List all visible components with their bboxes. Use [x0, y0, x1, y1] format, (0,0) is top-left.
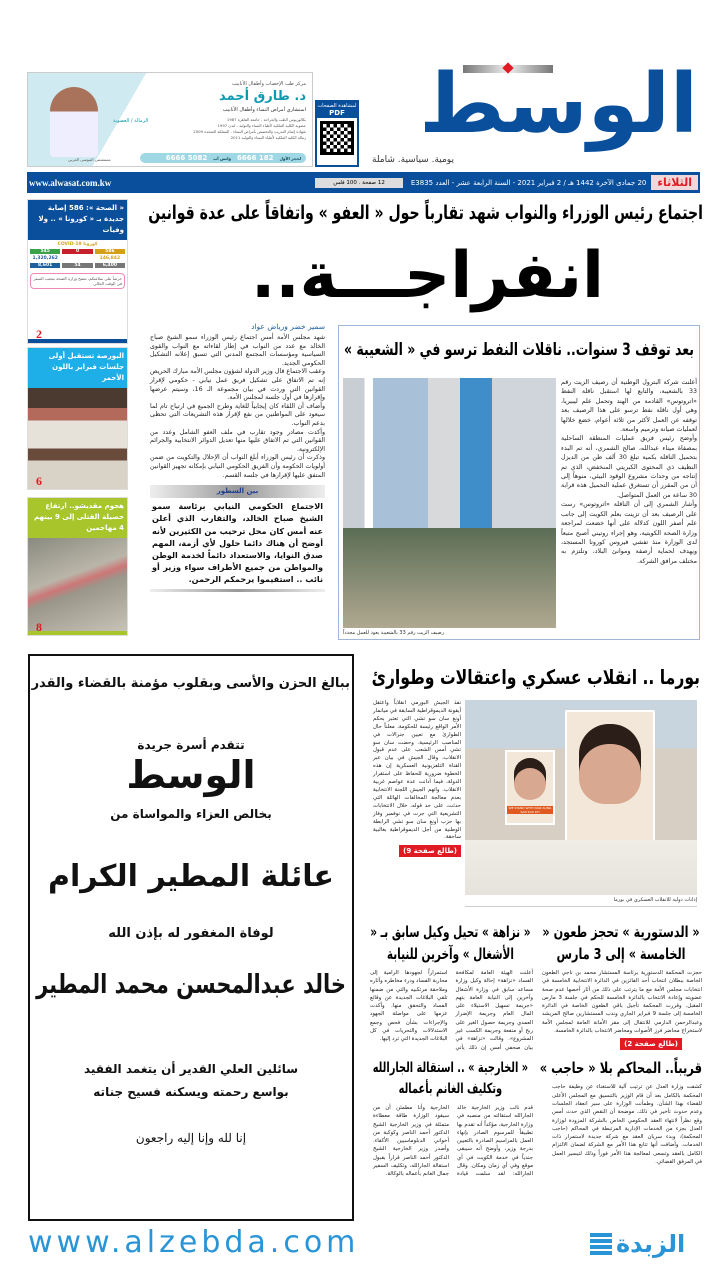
page-number: 2	[36, 327, 42, 341]
stat: 8,601	[30, 263, 60, 268]
ad-center-name: مركز طب الإخصاب وأطفال الأنابيب	[231, 81, 306, 87]
sidebar-teaser-covid[interactable]	[27, 199, 128, 344]
paragraph: وأوضح رئيس فريق عمليات المنطقة الساحلية بمصفاة ميناء عبدالله، صالح الشمري، أنه تم البدء بتحميل الناقلة بكمية تبلغ 30 ألف طن من الديزل النظيف ذي المحتوى الكبريتي المنخفض، الذي تم إنتاجه من وحدات مشروع الوقود البيئي، منوهاً إلى أن من المقرر أن تستغرق عملية التحميل هذه قرابة 30 ساعة من العمل المتواصل.	[561, 435, 697, 499]
column-body: الاجتماع الحكومي النيابي برئاسة سمو الشيخ صباح الخالد، والتقارب الذي أعلن عنه أمس كان محل ترحيب من الكثيرين لأنه أوضح أن هناك دائما حلول لأي أزمة، المهم صدق النوايا، والاستعداد دائماً لخدمة الوطن والمواطن من جميع الأطراف سواء وزير أو نائب .. استقيموا يرحمكم الرحمن.	[152, 501, 323, 585]
condolence-line: سائلين العلي القدير أن يتغمد الفقيد	[83, 1062, 299, 1076]
dateline-bar	[27, 172, 700, 193]
protest-sign	[505, 750, 555, 825]
condolence-line: ببالغ الحزن والأسى وبقلوب مؤمنة بالقضاء والقدر	[31, 676, 350, 691]
protest-sign	[565, 710, 655, 850]
tagline: يومية. سياسية. شاملة	[372, 155, 454, 165]
teaser-headline: « الصحة »: 586 إصابة جديدة بـ « كورونا » .. ولا وفيات	[28, 200, 127, 240]
stat: 6,400	[95, 263, 125, 268]
ad-line: زمالة الكلية الملكية لأطباء النساء والتوليد 2011	[230, 135, 306, 140]
zebda-logo-text: الزبدة	[616, 1230, 686, 1258]
sidebar-teaser-mogadishu[interactable]	[27, 497, 128, 636]
ad-whatsapp: واتس أب	[213, 155, 231, 161]
ad-phone1: 182 6666	[236, 154, 274, 162]
oil-photo	[343, 378, 556, 628]
ad-doctor-title: استشاري أمراض النساء وأطفال الأنابيب	[222, 107, 306, 113]
condolence-line: لوفاة المغفور له بإذن الله	[108, 926, 274, 941]
covid-infographic	[28, 240, 127, 291]
burma-headline[interactable]: بورما .. انقلاب عسكري واعتقالات وطوارئ	[371, 665, 700, 689]
paragraph: شهد مجلس الأمة أمس اجتماع رئيس الوزراء سمو الشيخ صباح الخالد مع عدد من النواب في إطار لقاءاته مع النواب والقوى السياسية ومؤسسات المجتمع المدني التي تسبق إعلانه التشكيل الحكومي الجديد.	[150, 334, 325, 367]
condolence-line: تتقدم أسرة جريدة	[137, 738, 245, 752]
teaser-headline: البورصة تستقبل أولى جلسات فبراير باللون الأحمر	[28, 348, 127, 388]
teaser-headline: هجوم مقديشو.. ارتفاع حصيلة القتلى إلى 9 بينهم 4 مهاجمين	[28, 498, 127, 538]
big-headline[interactable]: انفراجـــة..	[251, 239, 604, 313]
deceased-name: خالد عبدالمحسن محمد المطير	[36, 970, 346, 1000]
oil-caption: رصيف الزيت رقم 33 بالشعيبة يعود للعمل مجدداً	[343, 630, 444, 636]
qr-code-icon	[320, 121, 354, 155]
condolence-notice	[28, 654, 354, 1221]
advertisement-banner[interactable]	[27, 72, 313, 167]
covid-note: حرصاً على سلامتكم، تنصح وزارة الصحة بتجنب السفر في الوقت الحالي	[30, 273, 125, 289]
ad-line: شهادة إتمام التدريب والتخصص بأمراض النساء - المملكة المتحدة 2009	[193, 129, 306, 134]
ad-line: عضوية الكلية الملكية لأطباء النساء والتوليد - لندن 1997	[217, 123, 306, 128]
day-label: الثلاثاء	[651, 175, 698, 190]
burma-photo	[465, 700, 697, 895]
sign-text: WE STAND WITH DAW AUNG SAN SUU KYI	[508, 806, 552, 814]
ad-doctor-name: د. طارق أحمد	[219, 89, 306, 104]
ad-booking: لحجز الأول	[279, 155, 301, 161]
burma-body: نفذ الجيش البورمي انقلاباً واعتقل أيقونة الديموقراطية السابقة في ميانمار أونغ سان سو تشي التي تعتبر بحكم الأمر الواقع رئيسة للحكومة، معلناً حال الطوارئ مع تعيين جنرالات في المناصب الرئيسية. وحضت سان سو تشي أمس الشعب على عدم قبول الانقلاب، وقال الجيش في بيان عبر القناة التلفزيونية العسكرية إن هذه الخطوة ضرورية للحفاظ على استقرار الدولة، فيما أدانت عدة عواصم غربية الانقلاب. واتهم الجيش اللجنة الانتخابية بعدم معالجة المخالفات الهائلة التي حدثت، على حد قوله، خلال الانتخابات التشريعية التي جرت في نوفمبر وفاز بها حزب أونغ سان سو تشي الرابطة الوطنية من أجل الديموقراطية بغالبية ساحقة.	[373, 700, 461, 841]
mogadishu-photo	[28, 538, 127, 633]
page-number: 8	[36, 620, 42, 634]
pdf-sub: PDF	[329, 109, 345, 117]
website-link[interactable]: www.alwasat.com.kw	[29, 177, 112, 188]
burma-caption: إدانات دولية للانقلاب العسكري في بورما	[465, 897, 697, 907]
ad-phone2: 5082 6666	[165, 154, 208, 162]
zebda-logo-icon	[590, 1233, 612, 1255]
infographic-title: كورونا COVID-19	[57, 242, 98, 247]
family-name: عائلة المطير الكرام	[47, 859, 335, 894]
main-headline[interactable]: اجتماع رئيس الوزراء والنواب شهد تقارباً حول « العفو » واتفاقاً على عدة قوانين	[148, 202, 703, 224]
paragraph: وأشار الشمري إلى أن الناقلة «اتروتوس» رست على الرصيف بعد أن تزينت بعلم الكويت إلى جانب علم أصفر اللون كدلالة على أنها خضعت لمراجعة وزارة الصحة الكويتية، وهو إجراء روتيني أصبح متبعاً لدى الوزارة منذ تفشي فيروس كورونا المستجد، ويهدف لحماية أرصفة وموانئ البلاد، وتلتزم به مختلف مرافق الشركة.	[561, 501, 697, 565]
doctor-photo	[50, 87, 98, 157]
zebda-logo	[590, 1229, 685, 1259]
oil-article-box	[338, 325, 700, 640]
stat: 146,842	[99, 256, 121, 261]
lead-article	[150, 322, 325, 480]
courts-headline[interactable]: قريباً.. المحاكم بلا « حاجب »	[539, 1059, 702, 1078]
courts-body: كشفت وزارة العدل عن ترتيب آلية للاستغناء عن وظيفة حاجب المحكمة بالكامل بعد أن قام الوزير بالتنسيق مع المجلس الأعلى للقضاء بهذا الشأن. وطمأنت الوزارة على سير انعقاد الجلسات وعدم حدوث تأخير في ذلك، موضحة أن النقص الذي حدث أمس وقع نظراً لانتهاء العقد الحكومي الخاص بالشركة المزودة لوزارة العدل بجزء من الخدمات الإدارية المرتبطة في المحاكم (حاجب المحكمة)، وبدء سريان العقد مع شركة جديدة لاستمرار ذات الخدمات. وأضافت أنها تتابع هذا الأمر مع الشركة لضمان الالتزام الكامل بالعقد وتسعى لمعالجة هذا الأمر فوراً وذلك لتيسير العمل في المرفق القضائي.	[552, 1084, 702, 1166]
condolence-line: بخالص العزاء والمواساة من	[110, 807, 272, 821]
paragraph: وعقب الاجتماع قال وزير الدولة لشؤون مجلس الأمة مبارك الحريص إنه تم الاتفاق على تشكيل فريق عمل نيابي - حكومي لإقرار القوانين التي وردت في بيان مجموعة الـ 16، وسيتم عرضها وإقرارها في أول جلسة لمجلس الأمة.	[150, 368, 326, 402]
oil-headline[interactable]: بعد توقف 3 سنوات.. ناقلات النفط ترسو في « الشعيبة »	[344, 340, 694, 360]
constitutional-body: حجزت المحكمة الدستورية برئاسة المستشار محمد بن ناجي الطعون الخاصة ببطلان انتخاب أحد الفائزين في الدائرة الانتخابية الخامسة في انتخابات مجلس الأمة مع ما يترتب على ذلك من آثار أخصها عدم صحة عضويته وإعادة الانتخاب بالدائرة الخامسة للحكم في جلسة 3 مارس المقبل. وقررت المحكمة تأجيل باقي الطعون الخاصة في الدائرة الخامسة إلى جلسة 9 فبراير الجاري وندب المستشارين صالح المريشد وعبدالرحمن الدارمي للانتقال إلى مقر الأمانة العامة لمجلس الأمة لاستخراج محاضر فرز الأصوات ومحاضر الانتخاب بالدائرة الخامسة.	[542, 970, 702, 1035]
price: 12 صفحة . 100 فلس	[315, 178, 403, 188]
pdf-qr-button[interactable]	[315, 100, 359, 167]
continued-link[interactable]: (طالع صفحة 2)	[620, 1038, 682, 1050]
footer-website[interactable]: www.alzebda.com	[28, 1225, 360, 1260]
paragraph: وأضاف أن اللقاء كان إيجابياً للغاية وطرح الجميع في ارتياح تام لما سيعود على المواطنين من نفع لإقرار هذه التشريعات التي تحظى بدعم النواب.	[150, 402, 325, 427]
quran-verse: إنا لله وإنا إليه راجعون	[135, 1131, 247, 1145]
integrity-headline[interactable]: « نزاهة » تحيل وكيل سابق بـ « الأشغال » وآخرين للنيابة	[370, 923, 531, 963]
foreign-body: قدم نائب وزير الخارجية خالد الجارالله استقالته من منصبه في وزارة الخارجية، مؤكداً أنه تقدم بها تطبيقاً للمرسوم الصادر بإنهاء العمل بالمراسيم الصادرة بالتعيين بدرجة وزير، وأوضح أنه سيبقى جندياً في خدمة الكويت في أي موقع وفي أي زمان ومكان. وقال الجارالله: لقد سلمت قيادة الخارجية وأنا مطمئن أن من سيقود الوزارة طاقة معطاءة متمثلة في وزير الخارجية الشيخ الدكتور أحمد الناصر وكوكبة من أخواني الدبلوماسيين الأكفاء. وأصدر وزير الخارجية الشيخ الدكتور أحمد الناصر قراراً بقبول استقالة الجارالله، وتكليف السفير جمال الغانم بأعماله بالوكالة.	[373, 1104, 533, 1178]
paragraph: وأكدت مصادر وجود تقارب في ملف العفو الشامل وعدد من القوانين التي تم الاتفاق عليها منها تعديل الدوائر الانتخابية والجرائم الإلكترونية.	[150, 428, 325, 453]
wasat-logo: الوسط	[126, 753, 256, 797]
stat: 0	[62, 249, 92, 254]
ad-memberships-title: الزمالة / العضوية	[113, 118, 149, 124]
logo-text: الوسط	[419, 57, 698, 152]
page-number: 6	[36, 474, 42, 488]
ad-hospital: مستشفى الموسى العربي	[68, 157, 111, 162]
between-the-lines-box	[150, 485, 325, 591]
ad-line: بكالوريوس الطب والجراحة - جامعة القاهرة 1987	[226, 117, 306, 122]
continued-link[interactable]: (طالع صفحة 9)	[399, 845, 461, 857]
sidebar-teaser-bourse[interactable]	[27, 347, 128, 490]
stat: 1,320,262	[32, 256, 58, 261]
masthead-logo	[368, 57, 698, 165]
byline: سمير خضر ورياض عواد	[251, 322, 325, 331]
constitutional-headline[interactable]: « الدستورية » تحجز طعون « الخامسة » إلى 3 مارس	[542, 923, 700, 963]
stat: 54	[62, 263, 92, 268]
stat: 545	[30, 249, 60, 254]
ad-phone-bar[interactable]	[140, 153, 306, 163]
paragraph: وذكرت أن رئيس الوزراء أبلغ النواب أن الإحلال والتكويت من ضمن أولويات الحكومة وأن الفريق الحكومي النيابي بإمكانه تجهيز القوانين المتفق عليها لإقرارها في جلسة القسم.	[150, 454, 325, 479]
integrity-body: أعلنت الهيئة العامة لمكافحة الفساد «نزاهة» إحالة وكيل وزارة مساعد سابق في وزارة الأشغال وآخرين إلى النيابة العامة بتهم «جريمة تسهيل الاستيلاء على المال العام وجريمة الإضرار العمدي وجريمة حصول الغير على ربح أو منفعة وجريمة الكسب غير المشروع». وقالت «نزاهة» في بيان صحفي أمس إن ذلك يأتي استمراراً لجهودها الرامية إلى محاربة الفساد ودرء مخاطره وآثاره وملاحقة مرتكبيه والتي من ضمنها تلقي البلاغات الجديدة عن وقائع الفساد والتحقق منها. وأكدت عزمها على مواصلة الجهود والإجراءات بشأن فحص وجمع الاستدلالات والتحريات في كل البلاغات الجديدة التي ترد إليها.	[370, 970, 533, 1051]
paragraph: أعلنت شركة البترول الوطنية أن رصيف الزيت رقم 33 بالشعيبة، والتابع لها استقبل ناقلة النفط «اتروتوس» القادمة من الهند وتحمل علم ليبيريا، وهي أول ناقلة نفط ترسو على هذا الرصيف بعد توقفه عن العمل لأكثر من ثلاثة أعوام، خضع خلالها لعمليات صيانة وترميم واسعة.	[561, 379, 697, 434]
foreign-headline[interactable]: « الخارجية » .. استقالة الجارالله وتكليف الغانم بأعماله	[372, 1059, 529, 1097]
issue-date: 20 جمادى الآخرة 1442 هـ / 2 فبراير 2021 - السنة الرابعة عشر - العدد E3835	[410, 178, 647, 187]
pdf-label: لمشاهدة الصفحات	[317, 103, 357, 109]
condolence-line: بواسع رحمته ويسكنه فسيح جناته	[93, 1085, 289, 1099]
stat: 586	[95, 249, 125, 254]
bourse-photo	[28, 388, 127, 489]
column-title: بين السطور	[150, 485, 325, 498]
